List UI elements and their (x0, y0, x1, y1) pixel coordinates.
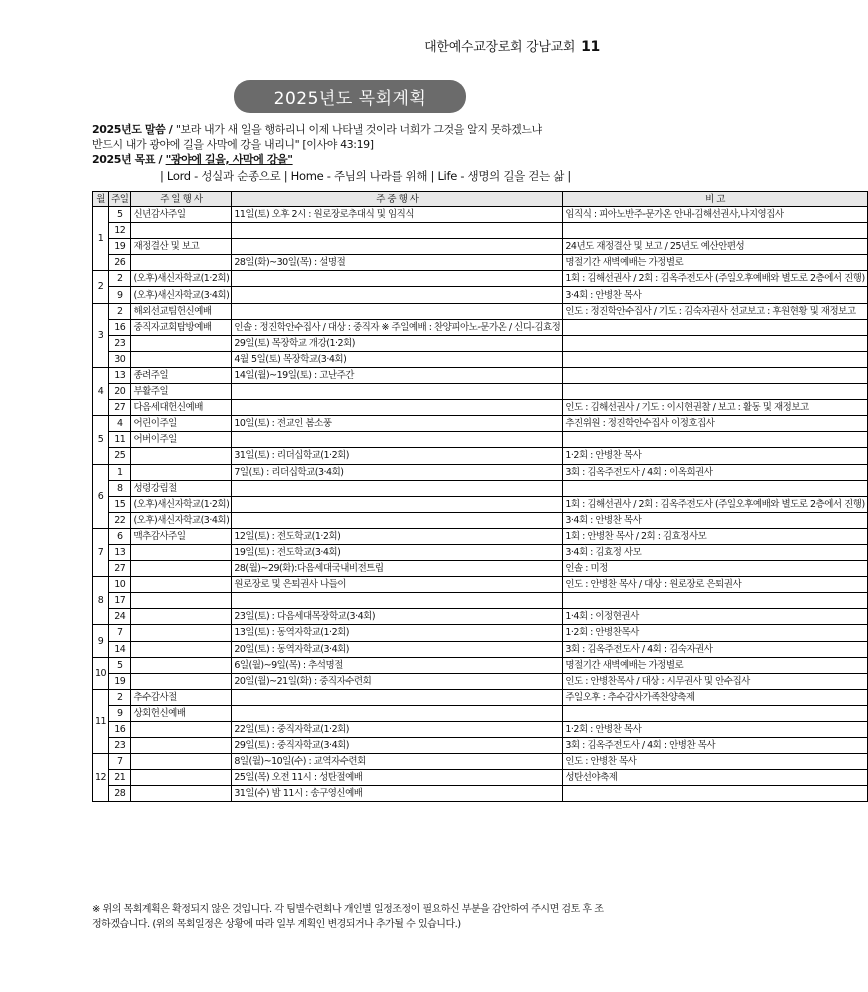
table-row (93, 754, 868, 770)
month-cell: 12 (93, 754, 109, 802)
weekday-event-cell: 12일(토) : 전도학교(1·2회) (232, 528, 563, 544)
sunday-date-cell: 8 (109, 480, 131, 496)
table-row (93, 705, 868, 721)
note-cell (563, 786, 867, 802)
sunday-date-cell: 23 (109, 738, 131, 754)
weekday-event-cell: 인솔 : 정진학안수집사 / 대상 : 중직자 ※ 주일예배 : 찬양피아노-문가온 / 신디-김효정 (232, 319, 563, 335)
weekday-event-cell: 29일(토) 목장학교 개강(1·2회) (232, 335, 563, 351)
table-row (93, 770, 868, 786)
sunday-date-cell: 19 (109, 239, 131, 255)
sunday-event-cell: 중직자교회탐방예배 (131, 319, 232, 335)
table-row (93, 673, 868, 689)
sunday-event-cell (131, 577, 232, 593)
sunday-date-cell: 20 (109, 384, 131, 400)
table-row (93, 432, 868, 448)
church-name: 대한예수교장로회 강남교회 (424, 40, 576, 55)
weekday-event-cell (232, 287, 563, 303)
sunday-date-cell: 7 (109, 625, 131, 641)
sunday-event-cell: 맥추감사주일 (131, 528, 232, 544)
sunday-event-cell: 신년감사주일 (131, 207, 232, 223)
sunday-event-cell: 어버이주일 (131, 432, 232, 448)
weekday-event-cell: 4월 5일(토) 목장학교(3·4회) (232, 351, 563, 367)
table-row (93, 239, 868, 255)
note-cell: 24년도 재정결산 및 보고 / 25년도 예산안편성 (563, 239, 867, 255)
table-row (93, 464, 868, 480)
table-row (93, 351, 868, 367)
note-cell: 1회 : 김해선권사 / 2회 : 김옥주전도사 (주일오후예배와 별도로 2층에서 진행) (563, 496, 867, 512)
table-row (93, 416, 868, 432)
note-cell: 주일오후 : 추수감사가족찬양축제 (563, 689, 867, 705)
sunday-date-cell: 12 (109, 223, 131, 239)
sunday-date-cell: 19 (109, 673, 131, 689)
weekday-event-cell (232, 432, 563, 448)
table-row (93, 786, 868, 802)
intro-block (92, 122, 612, 167)
sunday-date-cell: 17 (109, 593, 131, 609)
table-row (93, 625, 868, 641)
table-row (93, 528, 868, 544)
note-cell (563, 367, 867, 383)
note-cell: 3회 : 김옥주전도사 / 4회 : 김숙자권사 (563, 641, 867, 657)
sunday-date-cell: 10 (109, 577, 131, 593)
weekday-event-cell (232, 223, 563, 239)
weekday-event-cell (232, 512, 563, 528)
note-cell: 명절기간 새벽예배는 가정별로 (563, 657, 867, 673)
sunday-date-cell: 2 (109, 271, 131, 287)
plan-table (92, 191, 868, 802)
table-row (93, 400, 868, 416)
month-cell: 3 (93, 303, 109, 367)
table-row (93, 480, 868, 496)
note-cell: 3·4회 : 안병찬 목사 (563, 287, 867, 303)
weekday-event-cell: 29일(토) : 중직자학교(3·4회) (232, 738, 563, 754)
note-cell: 3회 : 김옥주전도사 / 4회 : 이옥희권사 (563, 464, 867, 480)
note-cell: 1·2회 : 안병찬목사 (563, 625, 867, 641)
sunday-date-cell: 15 (109, 496, 131, 512)
sunday-event-cell: 어린이주일 (131, 416, 232, 432)
sunday-date-cell: 11 (109, 432, 131, 448)
sunday-date-cell: 25 (109, 448, 131, 464)
scripture-text-2: 반드시 내가 광야에 길을 사막에 강을 내리니" [이사야 43:19] (92, 138, 374, 151)
table-row (93, 271, 868, 287)
table-row (93, 384, 868, 400)
month-cell: 11 (93, 689, 109, 753)
sunday-event-cell (131, 722, 232, 738)
weekday-event-cell: 6일(월)~9일(목) : 추석명절 (232, 657, 563, 673)
sunday-event-cell (131, 335, 232, 351)
weekday-event-cell: 14일(월)~19일(토) : 고난주간 (232, 367, 563, 383)
sunday-event-cell (131, 641, 232, 657)
note-cell: 1·2회 : 안병찬 목사 (563, 448, 867, 464)
month-cell: 5 (93, 416, 109, 464)
sunday-event-cell (131, 448, 232, 464)
sunday-date-cell: 13 (109, 544, 131, 560)
sunday-date-cell: 27 (109, 561, 131, 577)
sunday-date-cell: 24 (109, 609, 131, 625)
sunday-event-cell: 재정결산 및 보고 (131, 239, 232, 255)
sunday-event-cell: (오후)새신자학교(3·4회) (131, 287, 232, 303)
note-cell: 1·4회 : 이정현권사 (563, 609, 867, 625)
sunday-event-cell: 종려주일 (131, 367, 232, 383)
sunday-event-cell (131, 754, 232, 770)
month-cell: 10 (93, 657, 109, 689)
month-cell: 4 (93, 367, 109, 415)
scripture-text-1: "보라 내가 새 일을 행하리니 이제 나타낼 것이라 너희가 그것을 알지 못하겠느냐 (175, 123, 542, 136)
month-cell: 9 (93, 625, 109, 657)
page-title: 2025년도 목회계획 (234, 80, 467, 113)
weekday-event-cell: 8일(월)~10일(수) : 교역자수련회 (232, 754, 563, 770)
goal-label: 2025년 목표 / (92, 153, 166, 166)
month-cell: 1 (93, 207, 109, 271)
sunday-event-cell: 해외선교팀헌신예배 (131, 303, 232, 319)
sunday-event-cell: 성령강림절 (131, 480, 232, 496)
sunday-event-cell (131, 770, 232, 786)
table-row (93, 255, 868, 271)
weekday-event-cell: 20일(토) : 동역자학교(3·4회) (232, 641, 563, 657)
page-number: 11 (581, 39, 600, 55)
sunday-date-cell: 2 (109, 689, 131, 705)
weekday-event-cell (232, 480, 563, 496)
table-row (93, 544, 868, 560)
sunday-event-cell (131, 609, 232, 625)
table-row (93, 722, 868, 738)
note-cell: 1회 : 김해선권사 / 2회 : 김옥주전도사 (주일오후예배와 별도로 2층에서 진행) (563, 271, 867, 287)
weekday-event-cell: 22일(토) : 중직자학교(1·2회) (232, 722, 563, 738)
note-cell (563, 223, 867, 239)
table-row (93, 496, 868, 512)
sunday-date-cell: 2 (109, 303, 131, 319)
sunday-event-cell: (오후)새신자학교(1·2회) (131, 496, 232, 512)
table-row (93, 367, 868, 383)
sunday-event-cell (131, 625, 232, 641)
sunday-date-cell: 30 (109, 351, 131, 367)
sunday-date-cell: 16 (109, 722, 131, 738)
header-notes: 비 고 (563, 192, 867, 207)
page-header (424, 36, 600, 55)
sunday-event-cell (131, 657, 232, 673)
note-cell: 추진위원 : 정진학안수집사 이정호집사 (563, 416, 867, 432)
sunday-event-cell (131, 544, 232, 560)
weekday-event-cell (232, 271, 563, 287)
sunday-event-cell: (오후)새신자학교(3·4회) (131, 512, 232, 528)
weekday-event-cell (232, 593, 563, 609)
note-cell (563, 384, 867, 400)
table-row (93, 577, 868, 593)
note-cell: 명절기간 새벽예배는 가정별로 (563, 255, 867, 271)
weekday-event-cell (232, 496, 563, 512)
sunday-date-cell: 22 (109, 512, 131, 528)
table-row (93, 448, 868, 464)
header-sunday-events: 주 일 행 사 (131, 192, 232, 207)
sunday-event-cell (131, 464, 232, 480)
table-row (93, 657, 868, 673)
sunday-event-cell (131, 255, 232, 271)
table-row (93, 689, 868, 705)
note-cell: 인도 : 안병찬 목사 (563, 754, 867, 770)
table-row (93, 335, 868, 351)
sunday-event-cell: 부활주일 (131, 384, 232, 400)
table-row (93, 319, 868, 335)
sunday-date-cell: 16 (109, 319, 131, 335)
sunday-date-cell: 4 (109, 416, 131, 432)
table-row (93, 609, 868, 625)
sunday-event-cell (131, 223, 232, 239)
table-header-row (93, 192, 868, 207)
note-cell (563, 480, 867, 496)
weekday-event-cell: 11일(토) 오후 2시 : 원로장로추대식 및 임직식 (232, 207, 563, 223)
note-cell (563, 593, 867, 609)
sunday-date-cell: 5 (109, 657, 131, 673)
weekday-event-cell: 31일(토) : 리더십학교(1·2회) (232, 448, 563, 464)
note-cell (563, 335, 867, 351)
note-cell: 1·2회 : 안병찬 목사 (563, 722, 867, 738)
weekday-event-cell (232, 384, 563, 400)
note-cell (563, 351, 867, 367)
table-row (93, 287, 868, 303)
note-cell: 3·4회 : 김효정 사모 (563, 544, 867, 560)
table-row (93, 303, 868, 319)
note-cell: 1회 : 안병찬 목사 / 2회 : 김효정사모 (563, 528, 867, 544)
month-cell: 8 (93, 577, 109, 625)
scripture-label: 2025년도 말씀 / (92, 123, 176, 136)
sunday-date-cell: 5 (109, 207, 131, 223)
header-month: 월 (93, 192, 109, 207)
sunday-event-cell (131, 673, 232, 689)
note-cell: 인도 : 안병찬목사 / 대상 : 시무권사 및 안수집사 (563, 673, 867, 689)
goal-text: "광야에 길을, 사막에 강을" (165, 153, 293, 166)
sunday-date-cell: 13 (109, 367, 131, 383)
note-cell (563, 705, 867, 721)
table-row (93, 223, 868, 239)
weekday-event-cell: 13일(토) : 동역자학교(1·2회) (232, 625, 563, 641)
weekday-event-cell: 28일(화)~30일(목) : 설명절 (232, 255, 563, 271)
table-row (93, 561, 868, 577)
sunday-event-cell (131, 351, 232, 367)
sunday-date-cell: 6 (109, 528, 131, 544)
weekday-event-cell (232, 239, 563, 255)
note-cell: 인도 : 정진학안수집사 / 기도 : 김숙자권사 선교보고 : 후원현황 및 재정보고 (563, 303, 867, 319)
weekday-event-cell (232, 689, 563, 705)
weekday-event-cell (232, 705, 563, 721)
sunday-event-cell (131, 786, 232, 802)
table-row (93, 738, 868, 754)
sunday-date-cell: 14 (109, 641, 131, 657)
sunday-event-cell (131, 593, 232, 609)
weekday-event-cell (232, 400, 563, 416)
footnote: ※ 위의 목회계획은 확정되지 않은 것입니다. 각 팀별수련회나 개인별 일정조정이 필요하신 부분을 감안하여 주시면 검토 후 조정하겠습니다. (위의 목회일정은 상황에 따라 일부 계획인 변경되거나 추가될 수 있습니다.) (92, 904, 604, 930)
sunday-event-cell (131, 738, 232, 754)
weekday-event-cell: 31일(수) 밤 11시 : 송구영신예배 (232, 786, 563, 802)
motto-line: | Lord - 성실과 순종으로 | Home - 주님의 나라를 위해 | Life - 생명의 길을 걷는 삶 | (160, 169, 572, 183)
weekday-event-cell: 25일(목) 오전 11시 : 성탄절예배 (232, 770, 563, 786)
weekday-event-cell: 19일(토) : 전도학교(3·4회) (232, 544, 563, 560)
sunday-event-cell: (오후)새신자학교(1·2회) (131, 271, 232, 287)
month-cell: 7 (93, 528, 109, 576)
sunday-date-cell: 21 (109, 770, 131, 786)
header-weekday-events: 주 중 행 사 (232, 192, 563, 207)
sunday-date-cell: 7 (109, 754, 131, 770)
header-sunday: 주일 (109, 192, 131, 207)
sunday-event-cell: 상회헌신예배 (131, 705, 232, 721)
note-cell (563, 319, 867, 335)
note-cell: 인도 : 안병찬 목사 / 대상 : 원로장로 은퇴권사 (563, 577, 867, 593)
sunday-date-cell: 9 (109, 705, 131, 721)
note-cell: 임직식 : 피아노반주-문가온 안내-김해선권사,나지영집사 (563, 207, 867, 223)
table-row (93, 207, 868, 223)
sunday-event-cell: 추수감사절 (131, 689, 232, 705)
note-cell (563, 432, 867, 448)
note-cell: 3·4회 : 안병찬 목사 (563, 512, 867, 528)
weekday-event-cell: 20일(월)~21일(화) : 중직자수련회 (232, 673, 563, 689)
sunday-event-cell (131, 561, 232, 577)
sunday-date-cell: 23 (109, 335, 131, 351)
table-row (93, 641, 868, 657)
table-row (93, 593, 868, 609)
month-cell: 2 (93, 271, 109, 303)
table-row (93, 512, 868, 528)
sunday-date-cell: 27 (109, 400, 131, 416)
note-cell: 3회 : 김옥주전도사 / 4회 : 안병찬 목사 (563, 738, 867, 754)
sunday-date-cell: 1 (109, 464, 131, 480)
weekday-event-cell: 원로장로 및 은퇴권사 나들이 (232, 577, 563, 593)
weekday-event-cell: 7일(토) : 리더십학교(3·4회) (232, 464, 563, 480)
sunday-date-cell: 26 (109, 255, 131, 271)
weekday-event-cell: 23일(토) : 다음세대목장학교(3·4회) (232, 609, 563, 625)
note-cell: 인솔 : 미정 (563, 561, 867, 577)
weekday-event-cell: 28(월)~29(화):다음세대국내비전트립 (232, 561, 563, 577)
note-cell: 인도 : 김해선권사 / 기도 : 이시현권찰 / 보고 : 활동 및 재정보고 (563, 400, 867, 416)
weekday-event-cell: 10일(토) : 전교인 봄소풍 (232, 416, 563, 432)
sunday-date-cell: 28 (109, 786, 131, 802)
note-cell: 성탄선야축제 (563, 770, 867, 786)
month-cell: 6 (93, 464, 109, 528)
weekday-event-cell (232, 303, 563, 319)
sunday-date-cell: 9 (109, 287, 131, 303)
sunday-event-cell: 다음세대헌신예배 (131, 400, 232, 416)
